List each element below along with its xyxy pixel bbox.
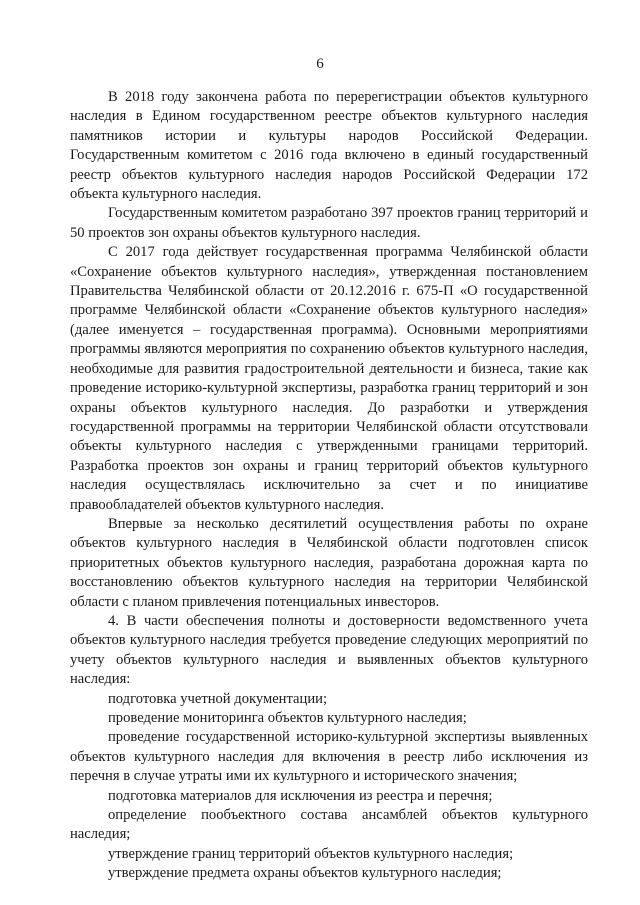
paragraph-accounting-measures: 4. В части обеспечения полноты и достоверности ведомственного учета объектов культурного наследия требуется проведение следующих мероприятий по учету объектов культурного наследия и выявленных объектов культурного наследия: bbox=[70, 612, 588, 688]
paragraph-registration: В 2018 году закончена работа по перерегистрации объектов культурного наследия в Едином государственном реестре объектов культурного наследия памятников истории и культуры народов Российской Федерации. Государственным комитетом с 2016 года включено в единый государственный реестр объектов культурного наследия народов Российской Федерации 172 объекта культурного наследия. bbox=[70, 89, 588, 203]
paragraph-projects: Государственным комитетом разработано 397 проектов границ территорий и 50 проектов зон охраны объектов культурного наследия. bbox=[70, 205, 588, 241]
list-item-protection-subject: утверждение предмета охраны объектов культурного наследия; bbox=[108, 865, 502, 882]
list-item-monitoring: проведение мониторинга объектов культурного наследия; bbox=[108, 710, 467, 726]
list-item-expertise: проведение государственной историко-культурной экспертизы выявленных объектов культурного наследия для включения в реестр либо исключения из перечня в случае утраты ими их культурного и исторического значения; bbox=[70, 729, 588, 785]
list-item-documentation: подготовка учетной документации; bbox=[108, 690, 328, 707]
list-item-territory-borders: утверждение границ территорий объектов культурного наследия; bbox=[108, 845, 514, 862]
list-item-exclusion-materials: подготовка материалов для исключения из реестра и перечня; bbox=[108, 787, 493, 804]
page-number: 6 bbox=[316, 56, 324, 72]
paragraph-priority-list: Впервые за несколько десятилетий осуществления работы по охране объектов культурного наследия в Челябинской области подготовлен список приоритетных объектов культурного наследия, разработана дорожная карта по восстановлению объектов культурного наследия на территории Челябинской области с планом привлечения потенциальных инвесторов. bbox=[70, 515, 588, 610]
document-body bbox=[70, 88, 588, 884]
list-item-ensembles: определение пообъектного состава ансамблей объектов культурного наследия; bbox=[70, 807, 588, 843]
paragraph-state-program: С 2017 года действует государственная программа Челябинской области «Сохранение объектов культурного наследия», утвержденная постановлением Правительства Челябинской области от 20.12.2016 г. 675-П «О государственной программе Челябинской области «Сохранение объектов культурного наследия» (далее именуется – государственная программа). Основными мероприятиями программы являются мероприятия по сохранению объектов культурного наследия, необходимые для развития градостроительной деятельности и бизнеса, такие как проведение историко-культурной экспертизы, разработка границ территорий и зон охраны объектов культурного наследия. До разработки и утверждения государственной программы на территории Челябинской области отсутствовали объекты культурного наследия с утвержденными границами территорий. Разработка проектов зон охраны и границ территорий объектов культурного наследия осуществлялась исключительно за счет и по инициативе правообладателей объектов культурного наследия. bbox=[70, 244, 588, 513]
